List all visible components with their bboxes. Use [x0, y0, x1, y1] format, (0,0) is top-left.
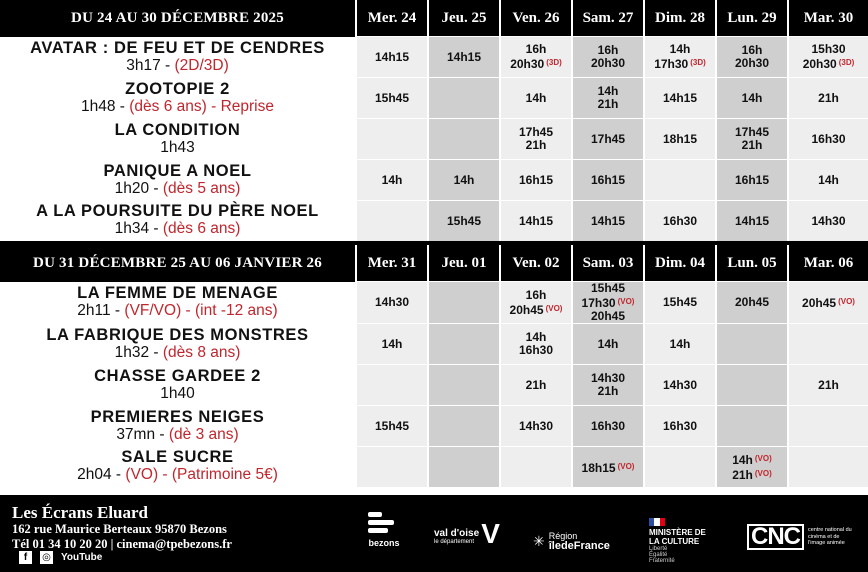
session-time-line — [645, 43, 715, 56]
film-meta — [0, 139, 355, 157]
meta-separator: - — [149, 343, 163, 361]
session-time: 14h — [741, 90, 763, 105]
meta-separator: - — [149, 220, 163, 238]
session-cell — [644, 282, 716, 324]
film-duration: 1h34 — [114, 220, 150, 238]
day-header: Ven. 26 — [500, 0, 572, 37]
session-time: 16h30 — [811, 131, 846, 146]
session-cell — [644, 78, 716, 119]
venue-name: Les Écrans Eluard — [12, 503, 149, 522]
session-cell — [572, 37, 644, 78]
session-format-tag: (VO) — [838, 297, 855, 306]
film-row — [0, 447, 868, 488]
session-time-line — [357, 296, 427, 309]
session-time-line — [573, 133, 643, 146]
film-info — [0, 201, 356, 242]
session-time: 14h — [381, 172, 403, 187]
session-cell — [716, 119, 788, 160]
session-time-line — [789, 133, 868, 146]
film-duration: 2h04 — [77, 466, 112, 484]
film-info — [0, 37, 356, 78]
session-time: 14h — [597, 84, 619, 98]
session-cell — [500, 282, 572, 324]
session-cell — [428, 119, 500, 160]
session-time-line — [357, 51, 427, 64]
session-time-line — [429, 51, 499, 64]
film-info — [0, 324, 356, 365]
session-time: 18h15 — [581, 460, 616, 475]
film-notes: (dè 3 ans) — [168, 425, 239, 443]
session-time-line — [789, 92, 868, 105]
film-meta — [0, 385, 355, 403]
meta-separator: - — [149, 179, 163, 197]
film-row — [0, 282, 868, 324]
session-time: 14h30 — [518, 418, 554, 433]
session-cell — [428, 37, 500, 78]
session-time: 16h — [741, 43, 763, 57]
session-format-tag: (VO) — [754, 469, 772, 478]
session-cell — [356, 119, 428, 160]
session-time-line — [501, 215, 571, 228]
session-cell — [716, 365, 788, 406]
session-time-line — [717, 139, 787, 152]
session-time: 16h30 — [518, 343, 554, 357]
session-cell — [572, 406, 644, 447]
session-cell — [716, 324, 788, 365]
session-time-line — [429, 215, 499, 228]
week-header — [0, 0, 868, 37]
session-time-line — [717, 174, 787, 187]
meta-separator: - — [155, 425, 169, 443]
film-meta — [0, 220, 355, 238]
session-time-line — [429, 174, 499, 187]
session-cell — [644, 447, 716, 488]
session-time: 14h — [732, 453, 753, 467]
session-time: 14h15 — [518, 213, 554, 228]
session-cell — [356, 37, 428, 78]
film-info — [0, 447, 356, 488]
session-time-line — [789, 379, 868, 392]
session-cell — [716, 447, 788, 488]
session-cell — [788, 37, 868, 78]
session-cell — [788, 324, 868, 365]
session-cell — [500, 324, 572, 365]
youtube-icon[interactable]: YouTube — [61, 552, 103, 563]
session-cell — [428, 365, 500, 406]
session-time: 20h45 — [734, 295, 770, 309]
session-cell — [500, 201, 572, 242]
session-time: 16h30 — [662, 418, 698, 433]
session-time: 14h — [818, 172, 839, 187]
film-duration: 2h11 — [77, 302, 111, 319]
day-header: Sam. 27 — [572, 0, 644, 37]
session-time: 20h30 — [510, 57, 545, 71]
meta-separator: - — [160, 56, 175, 74]
film-row — [0, 406, 868, 447]
french-flag-icon — [649, 518, 665, 526]
session-time: 21h — [525, 377, 547, 392]
session-cell — [356, 78, 428, 119]
session-time-line — [573, 215, 643, 228]
film-duration: 1h43 — [160, 138, 195, 156]
session-cell — [572, 447, 644, 488]
session-time: 17h45 — [590, 131, 626, 146]
session-time: 21h — [818, 377, 839, 392]
session-time: 16h — [597, 43, 619, 57]
session-time-line — [789, 56, 868, 71]
session-cell — [788, 365, 868, 406]
film-row — [0, 78, 868, 119]
session-time: 21h — [818, 90, 839, 105]
session-cell — [644, 201, 716, 242]
instagram-icon[interactable]: ◎ — [40, 551, 53, 564]
session-time: 14h15 — [446, 49, 482, 64]
session-format-tag: (VO) — [754, 454, 772, 463]
session-time: 21h — [525, 138, 547, 152]
session-cell — [500, 365, 572, 406]
meta-separator: - — [115, 97, 130, 115]
film-notes: (dès 5 ans) — [162, 179, 241, 197]
session-time-line — [501, 92, 571, 105]
session-cell — [644, 160, 716, 201]
session-time-line — [501, 139, 571, 152]
session-time-line — [573, 310, 643, 323]
session-time: 20h45 — [590, 309, 626, 323]
session-format-tag: (VO) — [545, 303, 563, 313]
film-meta — [0, 98, 355, 116]
session-cell — [428, 160, 500, 201]
session-time-line — [573, 338, 643, 351]
session-cell — [428, 324, 500, 365]
region-idf-logo: ✳ Région îledeFrance — [533, 531, 610, 552]
film-duration: 1h32 — [114, 343, 150, 361]
day-header: Mer. 31 — [356, 245, 428, 282]
film-info — [0, 160, 356, 201]
venue-address: 162 rue Maurice Berteaux 95870 Bezons — [12, 522, 227, 536]
film-title: CHASSE GARDEE 2 — [94, 366, 261, 385]
session-time-line — [501, 289, 571, 302]
session-time-line — [501, 420, 571, 433]
session-time: 15h45 — [590, 281, 626, 295]
film-duration: 1h48 — [81, 97, 116, 115]
session-time: 20h45 — [802, 296, 837, 310]
session-time-line — [573, 282, 643, 295]
film-title: AVATAR : DE FEU ET DE CENDRES — [30, 38, 325, 57]
session-cell — [788, 78, 868, 119]
session-cell — [356, 324, 428, 365]
session-time-line — [717, 452, 787, 467]
film-row — [0, 365, 868, 406]
session-time-line — [717, 92, 787, 105]
session-cell — [716, 201, 788, 242]
session-time: 14h — [669, 42, 691, 56]
session-cell — [356, 201, 428, 242]
session-cell — [644, 365, 716, 406]
day-header: Sam. 03 — [572, 245, 644, 282]
facebook-icon[interactable]: f — [19, 551, 32, 564]
session-time-line — [501, 43, 571, 56]
session-cell — [788, 201, 868, 242]
bezons-logo: bezons — [364, 512, 404, 548]
film-row — [0, 119, 868, 160]
session-time-line — [645, 338, 715, 351]
session-time: 15h45 — [374, 418, 410, 433]
session-time-line — [645, 420, 715, 433]
session-cell — [788, 406, 868, 447]
session-time: 16h — [525, 42, 547, 56]
session-time: 20h45 — [509, 302, 544, 317]
film-title: SALE SUCRE — [121, 448, 234, 467]
day-header: Jeu. 01 — [428, 245, 500, 282]
session-time-line — [789, 295, 868, 310]
week-header — [0, 245, 868, 282]
session-time-line — [573, 174, 643, 187]
film-meta — [0, 466, 355, 484]
session-cell — [716, 406, 788, 447]
session-cell — [788, 447, 868, 488]
film-notes: (dès 6 ans) — [162, 220, 241, 238]
session-format-tag: (3D) — [690, 58, 706, 67]
social-links — [19, 551, 102, 564]
session-time-line — [501, 379, 571, 392]
session-time-line — [357, 92, 427, 105]
session-time-line — [645, 133, 715, 146]
session-time-line — [645, 296, 715, 309]
film-title: LA FEMME DE MENAGE — [77, 284, 278, 302]
film-notes: (dès 6 ans) - Reprise — [129, 97, 274, 115]
film-row — [0, 37, 868, 78]
session-cell — [644, 119, 716, 160]
session-cell — [356, 282, 428, 324]
session-cell — [572, 119, 644, 160]
film-meta — [0, 57, 355, 75]
session-cell — [644, 324, 716, 365]
session-time: 21h — [597, 384, 619, 398]
film-duration: 1h40 — [160, 384, 195, 402]
session-cell — [572, 365, 644, 406]
session-cell — [356, 365, 428, 406]
session-cell — [572, 282, 644, 324]
session-time-line — [645, 379, 715, 392]
session-time-line — [789, 174, 868, 187]
cnc-logo: CNC centre national du cinéma et de l'image animée — [747, 524, 858, 550]
session-cell — [428, 447, 500, 488]
session-time: 18h15 — [662, 131, 698, 146]
session-format-tag: (VO) — [617, 461, 635, 471]
session-cell — [500, 119, 572, 160]
session-time: 14h — [525, 90, 547, 105]
film-info — [0, 78, 356, 119]
day-header: Ven. 02 — [500, 245, 572, 282]
session-time: 16h15 — [590, 172, 626, 187]
footer — [0, 495, 868, 572]
session-time: 14h15 — [662, 90, 698, 105]
film-notes: (2D/3D) — [174, 56, 229, 74]
session-time: 17h45 — [518, 125, 554, 139]
session-time-line — [501, 56, 571, 71]
film-info — [0, 365, 356, 406]
session-format-tag: (VO) — [617, 297, 635, 306]
session-time: 14h15 — [734, 213, 770, 228]
film-notes: (VO) - (Patrimoine 5€) — [125, 466, 278, 484]
film-meta — [0, 344, 355, 362]
session-cell — [572, 201, 644, 242]
star-icon: ✳ — [533, 532, 545, 549]
session-time: 14h15 — [374, 49, 410, 64]
session-cell — [500, 160, 572, 201]
session-time-line — [357, 420, 427, 433]
session-time-line — [501, 302, 571, 317]
session-time-line — [717, 57, 787, 70]
session-cell — [500, 37, 572, 78]
session-cell — [644, 37, 716, 78]
session-time: 16h30 — [590, 418, 626, 433]
session-time: 14h30 — [662, 377, 698, 392]
session-time: 15h45 — [374, 90, 410, 105]
venue-contact[interactable]: Tél 01 34 10 20 20 | cinema@tpebezons.fr — [12, 537, 232, 551]
session-time: 14h — [597, 336, 619, 351]
session-time: 16h15 — [518, 172, 554, 187]
day-header: Jeu. 25 — [428, 0, 500, 37]
film-row — [0, 324, 868, 365]
session-cell — [428, 201, 500, 242]
session-time: 20h30 — [590, 56, 626, 70]
session-cell — [428, 406, 500, 447]
session-cell — [500, 447, 572, 488]
meta-separator: - — [110, 302, 125, 319]
session-cell — [788, 119, 868, 160]
session-cell — [572, 78, 644, 119]
day-header: Mar. 06 — [788, 245, 868, 282]
session-time: 17h30 — [654, 57, 689, 71]
session-cell — [500, 78, 572, 119]
session-time: 17h45 — [734, 125, 770, 139]
session-format-tag: (3D) — [546, 58, 562, 67]
valdoise-logo: val d'oise le département V — [434, 518, 500, 549]
film-duration: 1h20 — [114, 179, 150, 197]
session-cell — [644, 406, 716, 447]
session-cell — [428, 282, 500, 324]
session-time-line — [789, 43, 868, 56]
film-info — [0, 119, 356, 160]
session-time: 20h30 — [734, 56, 770, 70]
day-header: Mar. 30 — [788, 0, 868, 37]
film-title: LA FABRIQUE DES MONSTRES — [46, 325, 309, 344]
session-time-line — [573, 98, 643, 111]
film-notes: (VF/VO) - (int -12 ans) — [124, 302, 278, 319]
session-cell — [428, 78, 500, 119]
session-time-line — [645, 215, 715, 228]
session-time-line — [501, 344, 571, 357]
session-time-line — [717, 467, 787, 482]
session-cell — [572, 324, 644, 365]
session-time-line — [573, 57, 643, 70]
session-time-line — [357, 174, 427, 187]
session-cell — [716, 37, 788, 78]
session-cell — [356, 406, 428, 447]
session-time: 14h — [453, 172, 475, 187]
film-meta — [0, 426, 355, 444]
session-time: 17h30 — [581, 296, 616, 310]
session-time-line — [717, 215, 787, 228]
film-title: A LA POURSUITE DU PÈRE NOEL — [36, 202, 319, 221]
film-notes: (dès 8 ans) — [162, 343, 241, 361]
session-cell — [356, 447, 428, 488]
session-time-line — [645, 56, 715, 71]
session-time-line — [645, 92, 715, 105]
week-label: DU 24 AU 30 DÉCEMBRE 2025 — [0, 0, 356, 37]
session-time: 21h — [741, 138, 763, 152]
session-cell — [788, 160, 868, 201]
session-time: 14h30 — [374, 295, 410, 309]
ministere-logo: MINISTÈRE DE LA CULTURE Liberté Égalité Fraternité — [649, 518, 711, 564]
meta-separator: - — [111, 466, 126, 484]
session-time: 21h — [732, 468, 753, 482]
session-time: 15h45 — [446, 213, 482, 228]
session-time-line — [573, 420, 643, 433]
session-time: 16h — [525, 287, 547, 302]
session-time-line — [573, 460, 643, 475]
day-header: Dim. 04 — [644, 245, 716, 282]
film-meta — [0, 302, 355, 320]
day-header: Lun. 05 — [716, 245, 788, 282]
session-time-line — [573, 295, 643, 310]
session-time: 20h30 — [802, 57, 837, 71]
session-cell — [788, 282, 868, 324]
session-time-line — [573, 385, 643, 398]
film-title: PREMIERES NEIGES — [90, 407, 265, 426]
session-cell — [716, 78, 788, 119]
film-row — [0, 160, 868, 201]
film-duration: 3h17 — [126, 56, 161, 74]
session-time: 14h — [381, 336, 403, 351]
day-header: Dim. 28 — [644, 0, 716, 37]
session-cell — [716, 282, 788, 324]
film-title: ZOOTOPIE 2 — [125, 79, 230, 98]
film-title: LA CONDITION — [114, 120, 241, 139]
session-cell — [356, 160, 428, 201]
film-info — [0, 282, 356, 324]
session-time: 21h — [597, 97, 619, 111]
session-time: 16h15 — [734, 172, 770, 187]
session-time: 14h — [525, 330, 547, 344]
film-info — [0, 406, 356, 447]
session-time: 14h — [669, 336, 691, 351]
session-time-line — [717, 296, 787, 309]
day-header: Lun. 29 — [716, 0, 788, 37]
film-duration: 37mn — [116, 425, 156, 443]
session-time: 16h30 — [662, 213, 698, 228]
day-header: Mer. 24 — [356, 0, 428, 37]
film-meta — [0, 180, 355, 198]
session-time: 15h45 — [662, 295, 698, 309]
session-time-line — [789, 215, 868, 228]
session-time-line — [501, 174, 571, 187]
session-time: 14h30 — [590, 371, 626, 385]
session-time: 14h30 — [811, 213, 846, 228]
session-format-tag: (3D) — [838, 58, 855, 67]
session-time: 15h30 — [811, 42, 846, 56]
week-label: DU 31 DÉCEMBRE 25 AU 06 JANVIER 26 — [0, 245, 356, 282]
session-time: 14h15 — [590, 213, 626, 228]
session-cell — [716, 160, 788, 201]
session-cell — [572, 160, 644, 201]
film-title: PANIQUE A NOEL — [103, 161, 252, 180]
film-row — [0, 201, 868, 242]
session-cell — [500, 406, 572, 447]
session-time-line — [357, 338, 427, 351]
